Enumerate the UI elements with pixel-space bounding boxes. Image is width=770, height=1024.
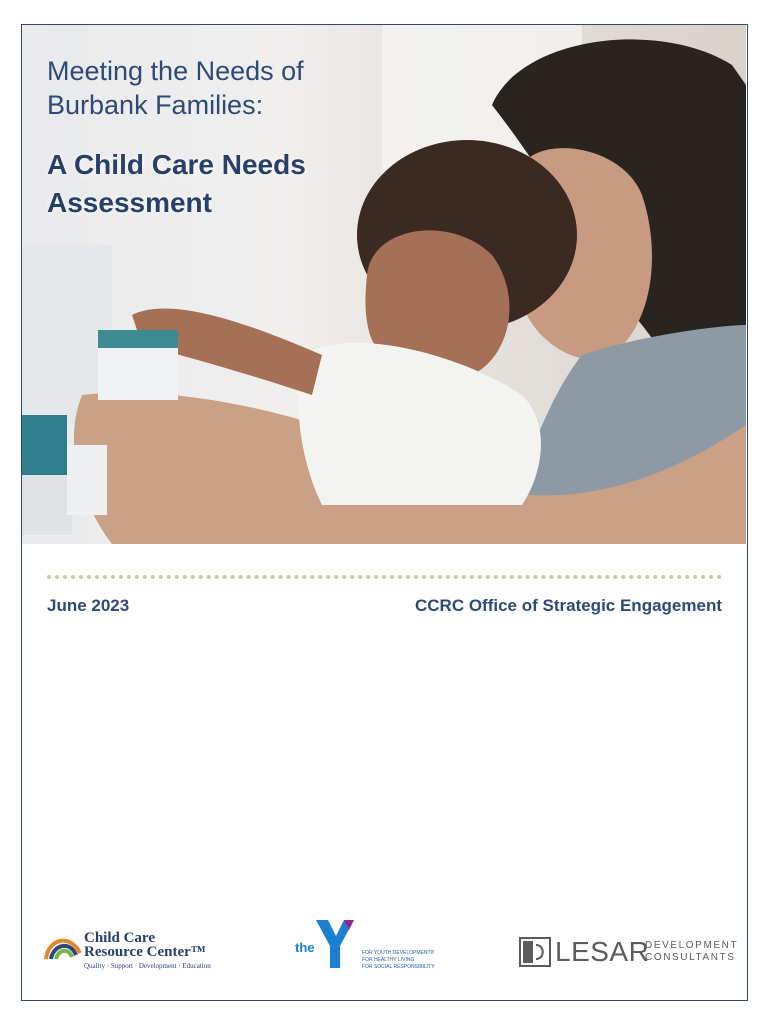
report-title-line-1: Meeting the Needs of: [47, 56, 304, 86]
rainbow-arch-icon: [44, 931, 82, 961]
ymca-the-text: the: [295, 940, 315, 955]
report-subtitle-line-2: Assessment: [47, 187, 212, 218]
report-subtitle-line-1: A Child Care Needs: [47, 149, 306, 180]
lesar-subtitle-2: CONSULTANTS: [645, 952, 736, 963]
office-name: CCRC Office of Strategic Engagement: [415, 596, 722, 615]
lesar-subtitle-1: DEVELOPMENT: [645, 940, 739, 951]
ymca-tagline-2: FOR HEALTHY LIVING: [362, 957, 415, 963]
ccrc-tagline: Quality · Support · Development · Education: [84, 962, 211, 970]
ymca-tagline-3: FOR SOCIAL RESPONSIBILITY: [362, 964, 435, 970]
lesar-wordmark: LESAR: [555, 936, 650, 967]
ccrc-logo: [44, 925, 224, 975]
lesar-mark-icon: [519, 937, 551, 967]
cover-page: [21, 24, 748, 1001]
ymca-tagline-1: FOR YOUTH DEVELOPMENT®: [362, 950, 435, 956]
dotted-divider: [47, 575, 722, 579]
ccrc-name-line-2: Resource Center™: [84, 944, 206, 960]
report-title-line-2: Burbank Families:: [47, 90, 264, 120]
ymca-y-icon: [316, 920, 356, 970]
lesar-logo: [519, 935, 739, 967]
hero-photo: [22, 25, 746, 544]
ccrc-name-line-1: Child Care: [84, 930, 155, 946]
ymca-logo: [292, 918, 442, 973]
publication-date: June 2023: [47, 596, 130, 615]
